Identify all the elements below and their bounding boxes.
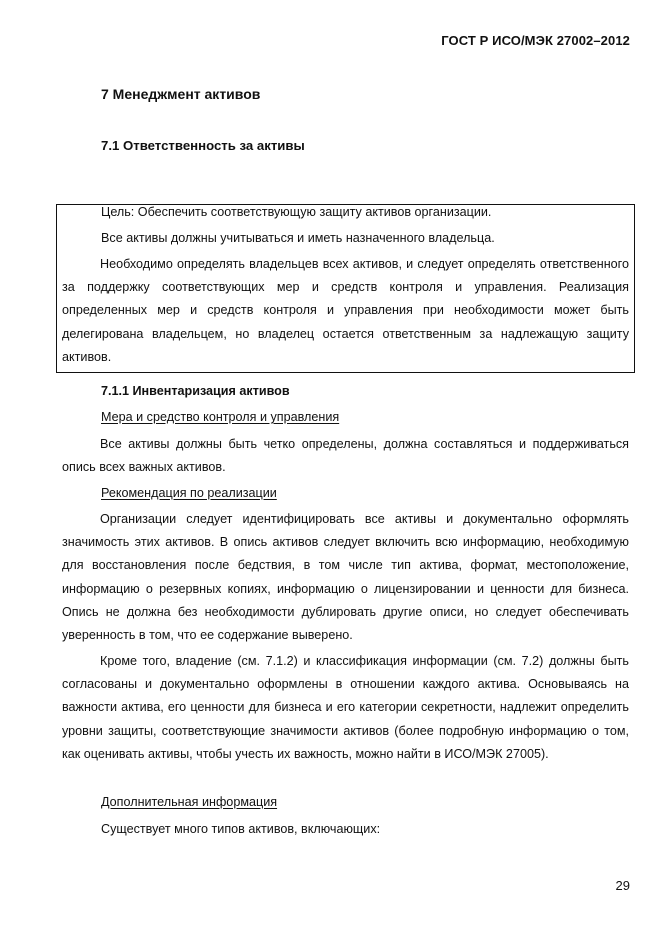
subsection-title: 7.1 Ответственность за активы: [101, 138, 305, 153]
clause-title: 7.1.1 Инвентаризация активов: [101, 384, 290, 398]
other-info-text: Существует много типов активов, включающих:: [101, 822, 381, 836]
document-header: ГОСТ Р ИСО/МЭК 27002–2012: [441, 33, 630, 48]
objective-goal: Цель: Обеспечить соответствующую защиту активов организации.: [101, 205, 492, 219]
guidance-heading: Рекомендация по реализации: [101, 486, 277, 500]
objective-paragraph-1: Все активы должны учитываться и иметь назначенного владельца.: [101, 231, 495, 245]
guidance-paragraph-1: Организации следует идентифицировать все активы и документально оформлять значимость этих активов. В опись активов следует включить всю информацию, необходимую для восстановления после бедствия, в том числе тип актива, формат, местоположение, информацию о резервных копиях, информацию о лицензировании и ценности для бизнеса. Опись не должна без необходимости дублировать другие описи, но следует обеспечивать уверенность в том, что ее содержание выверено.: [62, 512, 629, 643]
control-heading: Мера и средство контроля и управления: [101, 410, 340, 424]
control-text: Все активы должны быть четко определены, должна составляться и поддерживаться опись всех важных активов.: [62, 437, 629, 475]
guidance-paragraph-2: Кроме того, владение (см. 7.1.2) и классификация информации (см. 7.2) должны быть согласованы и документально оформлены в отношении каждого актива. Основываясь на важности актива, его ценности для бизнеса и его категории секретности, надлежит определить уровни защиты, соответствующие значимости активов (более подробную информацию о том, как оценивать активы, чтобы учесть их важность, можно найти в ИСО/МЭК 27005).: [62, 654, 629, 761]
section-title: 7 Менеджмент активов: [101, 86, 261, 102]
page-number: 29: [615, 878, 630, 893]
other-info-heading: Дополнительная информация: [101, 795, 278, 809]
objective-paragraph-2: Необходимо определять владельцев всех активов, и следует определять ответственного за поддержку соответствующих мер и средств контроля и управления. Реализация определенных мер и средств контроля и управления при необходимости может быть делегирована владельцем, но владелец остается ответственным за надлежащую защиту активов.: [62, 257, 629, 364]
